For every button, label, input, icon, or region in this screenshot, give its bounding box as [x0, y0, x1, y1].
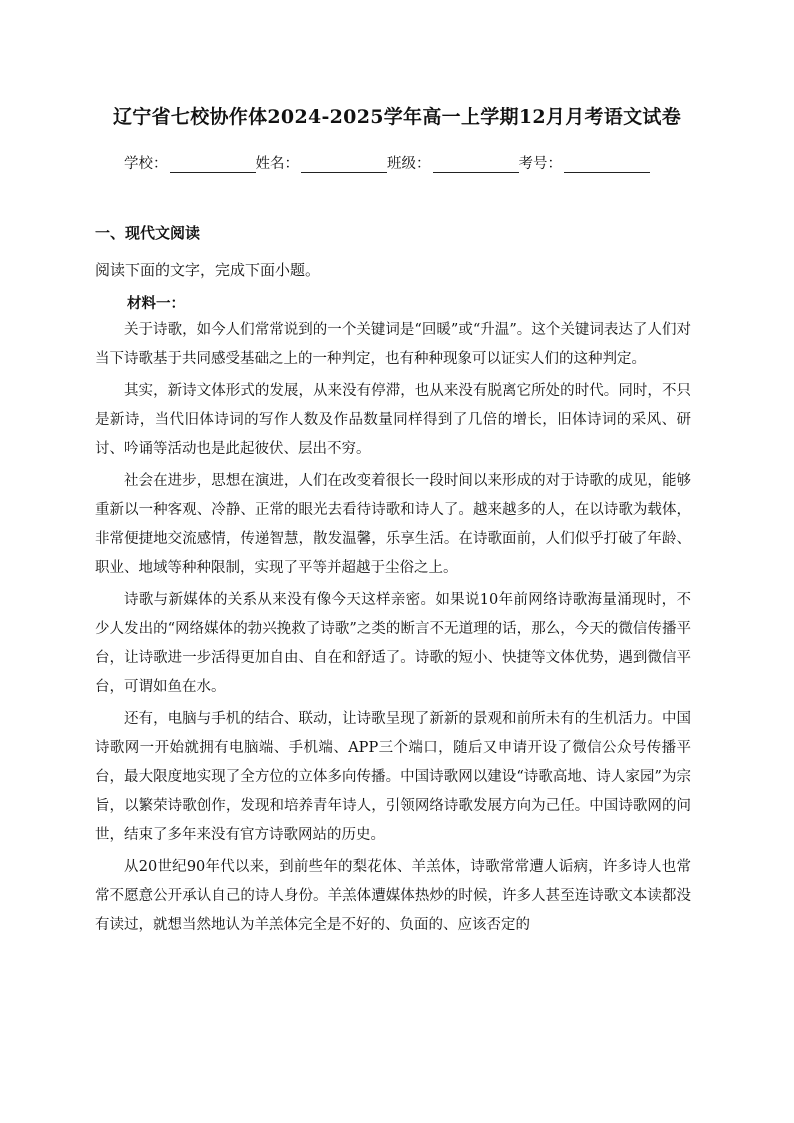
paragraph: 关于诗歌，如今人们常常说到的一个关键词是“回暖”或“升温”。这个关键词表达了人们对当下诗歌基于共同感受基础之上的一种判定，也有种种现象可以证实人们的这种判定。	[95, 322, 691, 367]
paragraph: 还有，电脑与手机的结合、联动，让诗歌呈现了新新的景观和前所未有的生机活力。中国诗歌网一开始就拥有电脑端、手机端、APP三个端口，随后又申请开设了微信公众号传播平台，最大限度地实现了全方位的立体多向传播。中国诗歌网以建设“诗歌高地、诗人家园”为宗旨，以繁荣诗歌创作，发现和培养青年诗人，引领网络诗歌发展方向为己任。中国诗歌网的问世，结束了多年来没有官方诗歌网站的历史。	[95, 711, 691, 843]
class-blank[interactable]	[433, 156, 519, 173]
paragraph: 从20世纪90年代以来，到前些年的梨花体、羊羔体，诗歌常常遭人诟病，许多诗人也常常不愿意公开承认自己的诗人身份。羊羔体遭媒体热炒的时候，许多人甚至连诗歌文本读都没有读过，就想当然地认为羊羔体完全是不好的、负面的、应该否定的	[95, 859, 691, 933]
exam-number-blank[interactable]	[564, 156, 650, 173]
student-info-row	[124, 152, 684, 173]
paragraph: 社会在进步，思想在演进，人们在改变着很长一段时间以来形成的对于诗歌的成见，能够重新以一种客观、冷静、正常的眼光去看待诗歌和诗人了。越来越多的人，在以诗歌为载体，非常便捷地交流感情，传递智慧，散发温馨，乐享生活。在诗歌面前，人们似乎打破了年龄、职业、地域等种种限制，实现了平等并超越于尘俗之上。	[95, 473, 691, 576]
exam-number-label: 考号：	[518, 156, 562, 172]
document-title: 辽宁省七校协作体2024-2025学年高一上学期12月月考语文试卷	[113, 106, 681, 128]
reading-instruction: 阅读下面的文字，完成下面小题。	[95, 261, 321, 279]
school-blank[interactable]	[170, 156, 256, 173]
exam-number-field	[519, 152, 651, 173]
name-label: 姓名：	[255, 156, 299, 172]
class-field	[387, 152, 519, 173]
paragraph: 诗歌与新媒体的关系从来没有像今天这样亲密。如果说10年前网络诗歌海量涌现时，不少人发出的“网络媒体的勃兴挽救了诗歌”之类的断言不无道理的话，那么，今天的微信传播平台，让诗歌进一步活得更加自由、自在和舒适了。诗歌的短小、快捷等文体优势，遇到微信平台，可谓如鱼在水。	[95, 592, 691, 695]
name-blank[interactable]	[301, 156, 387, 173]
class-label: 班级：	[387, 156, 431, 172]
school-field	[124, 152, 256, 173]
material-body	[95, 316, 691, 943]
paragraph: 其实，新诗文体形式的发展，从来没有停滞，也从来没有脱离它所处的时代。同时，不只是新诗，当代旧体诗词的写作人数及作品数量同样得到了几倍的增长，旧体诗词的采风、研讨、吟诵等活动也是此起彼伏、层出不穷。	[95, 383, 691, 457]
material-label: 材料一：	[127, 295, 185, 312]
school-label: 学校：	[124, 156, 168, 172]
section-heading: 一、现代文阅读	[95, 224, 201, 242]
name-field	[256, 152, 388, 173]
